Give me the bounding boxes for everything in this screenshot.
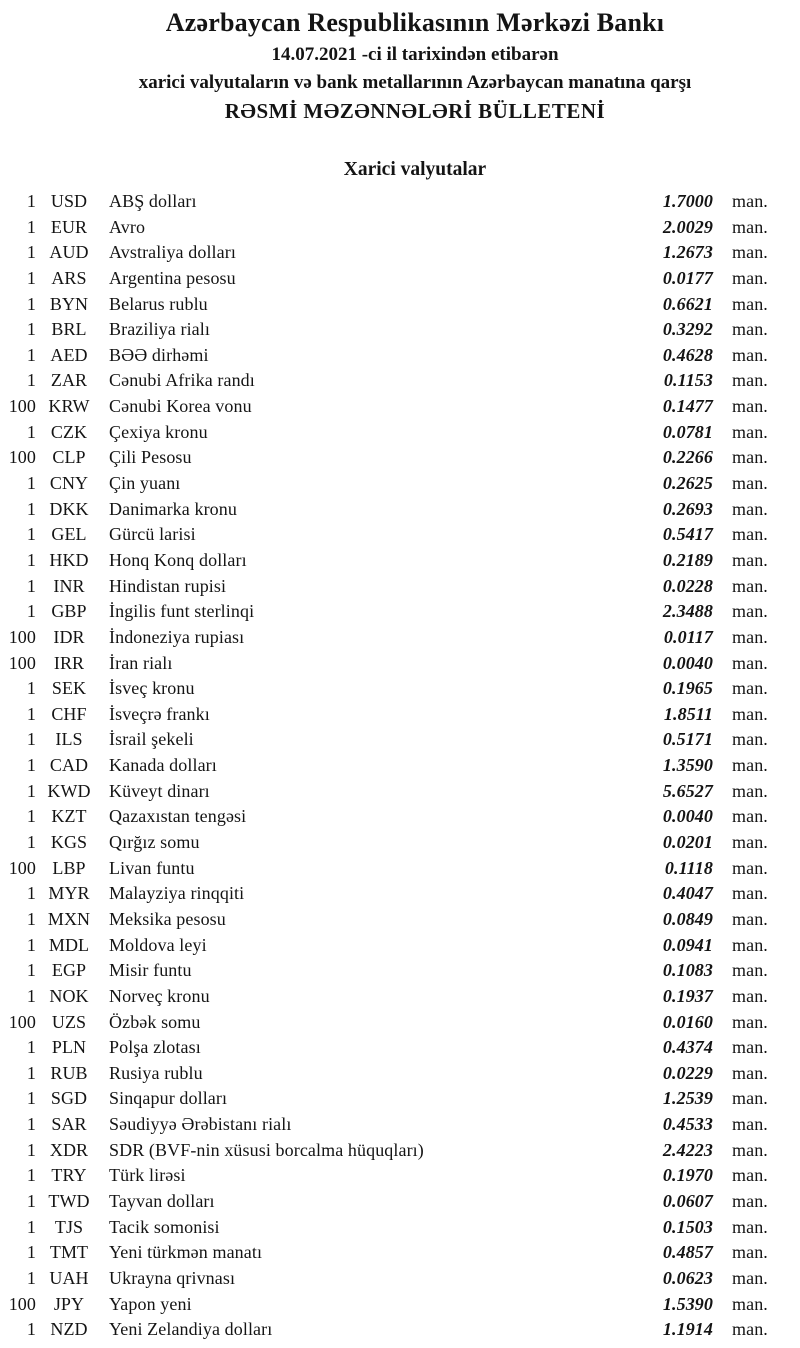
currency-name-cell: Özbək somu xyxy=(109,1011,201,1032)
rate-value-cell: 0.0941 xyxy=(662,934,713,955)
quantity-cell: 1 xyxy=(26,1062,36,1083)
quantity-cell: 1 xyxy=(26,370,36,391)
currency-code-cell: CNY xyxy=(49,473,89,494)
quantity-cell: 1 xyxy=(26,780,36,801)
quantity-cell: 1 xyxy=(26,755,36,776)
unit-label-cell: man. xyxy=(732,421,768,442)
rate-value-cell: 2.0029 xyxy=(662,216,713,237)
bank-name-title: Azərbaycan Respublikasının Mərkəzi Bankı xyxy=(165,8,665,37)
rate-value-cell: 0.1965 xyxy=(662,678,713,699)
rate-value-cell: 0.0160 xyxy=(662,1011,713,1032)
currency-name-cell: Belarus rublu xyxy=(109,293,208,314)
unit-label-cell: man. xyxy=(732,447,768,468)
rate-value-cell: 0.2693 xyxy=(662,498,713,519)
scope-line: xarici valyutaların və bank metallarının Azərbaycan manatına qarşı xyxy=(138,72,692,93)
unit-label-cell: man. xyxy=(732,1062,768,1083)
currency-name-cell: Malayziya rinqqiti xyxy=(109,883,245,904)
currency-row xyxy=(0,1061,775,1087)
currency-code-cell: ARS xyxy=(51,267,87,288)
currency-row xyxy=(0,1138,775,1164)
currency-name-cell: Rusiya rublu xyxy=(109,1062,203,1083)
unit-label-cell: man. xyxy=(732,524,768,545)
currency-name-cell: Qazaxıstan tengəsi xyxy=(109,806,247,827)
currency-name-cell: Braziliya rialı xyxy=(109,319,210,340)
currency-code-cell: TWD xyxy=(48,1190,90,1211)
currency-code-cell: JPY xyxy=(53,1293,85,1314)
unit-label-cell: man. xyxy=(732,1139,768,1160)
currency-name-cell: Tayvan dolları xyxy=(109,1190,215,1211)
currency-code-cell: KRW xyxy=(48,396,90,417)
currency-row xyxy=(0,215,775,241)
unit-label-cell: man. xyxy=(732,319,768,340)
quantity-cell: 1 xyxy=(26,960,36,981)
currency-code-cell: USD xyxy=(50,191,88,211)
quantity-cell: 1 xyxy=(26,549,36,570)
unit-label-cell: man. xyxy=(732,755,768,776)
unit-label-cell: man. xyxy=(732,1267,768,1288)
currency-code-cell: IDR xyxy=(53,626,85,647)
currency-row xyxy=(0,599,775,625)
quantity-cell: 1 xyxy=(26,703,36,724)
currency-rates-table xyxy=(0,189,775,1343)
unit-label-cell: man. xyxy=(732,1114,768,1135)
rate-value-cell: 0.4047 xyxy=(662,883,713,904)
currency-row xyxy=(0,574,775,600)
unit-label-cell: man. xyxy=(732,1165,768,1186)
currency-code-cell: SGD xyxy=(50,1088,88,1109)
quantity-cell: 1 xyxy=(26,191,36,211)
currency-code-cell: PLN xyxy=(51,1037,87,1058)
currency-code-cell: NOK xyxy=(49,985,89,1006)
quantity-cell: 1 xyxy=(26,1139,36,1160)
currency-name-cell: Cənubi Afrika randı xyxy=(109,370,255,391)
rate-value-cell: 0.0040 xyxy=(662,806,713,827)
rate-value-cell: 0.0849 xyxy=(662,908,713,929)
unit-label-cell: man. xyxy=(732,1088,768,1109)
currency-code-cell: KGS xyxy=(50,832,88,853)
rate-value-cell: 0.0607 xyxy=(662,1190,713,1211)
currency-code-cell: BRL xyxy=(51,319,87,340)
currency-row xyxy=(0,1240,775,1266)
unit-label-cell: man. xyxy=(732,191,768,211)
currency-code-cell: AUD xyxy=(49,242,89,263)
currency-code-cell: IRR xyxy=(53,652,85,673)
rate-value-cell: 0.2625 xyxy=(662,473,713,494)
quantity-cell: 1 xyxy=(26,524,36,545)
bulletin-title: RƏSMİ MƏZƏNNƏLƏRİ BÜLLETENİ xyxy=(224,99,606,123)
currency-code-cell: XDR xyxy=(49,1139,89,1160)
currency-code-cell: MYR xyxy=(48,883,90,904)
quantity-cell: 1 xyxy=(26,1242,36,1263)
currency-name-cell: Meksika pesosu xyxy=(109,908,226,929)
currency-name-cell: Avro xyxy=(109,216,146,237)
unit-label-cell: man. xyxy=(732,370,768,391)
rate-value-cell: 0.5171 xyxy=(662,729,713,750)
currency-code-cell: CLP xyxy=(52,447,86,468)
unit-label-cell: man. xyxy=(732,473,768,494)
currency-row xyxy=(0,1317,775,1343)
currency-name-cell: Çili Pesosu xyxy=(109,447,192,468)
quantity-cell: 1 xyxy=(26,242,36,263)
rate-value-cell: 0.2266 xyxy=(662,447,713,468)
currency-row xyxy=(0,266,775,292)
rate-value-cell: 0.4533 xyxy=(662,1114,713,1135)
rate-value-cell: 1.5390 xyxy=(662,1293,713,1314)
rate-value-cell: 0.1477 xyxy=(662,396,713,417)
quantity-cell: 1 xyxy=(26,806,36,827)
rate-value-cell: 0.0117 xyxy=(663,626,713,647)
unit-label-cell: man. xyxy=(732,626,768,647)
currency-row xyxy=(0,1035,775,1061)
unit-label-cell: man. xyxy=(732,908,768,929)
rate-value-cell: 0.1503 xyxy=(662,1216,713,1237)
unit-label-cell: man. xyxy=(732,678,768,699)
currency-row xyxy=(0,1215,775,1241)
currency-name-cell: Argentina pesosu xyxy=(109,267,236,288)
currency-row xyxy=(0,625,775,651)
quantity-cell: 100 xyxy=(8,447,36,468)
rate-value-cell: 0.0229 xyxy=(662,1062,713,1083)
quantity-cell: 1 xyxy=(26,1319,36,1340)
currency-code-cell: UZS xyxy=(51,1011,87,1032)
quantity-cell: 1 xyxy=(26,1190,36,1211)
rate-value-cell: 0.4628 xyxy=(662,344,713,365)
currency-name-cell: Gürcü larisi xyxy=(109,524,196,545)
quantity-cell: 1 xyxy=(26,883,36,904)
rate-value-cell: 2.3488 xyxy=(662,601,713,622)
unit-label-cell: man. xyxy=(732,832,768,853)
currency-code-cell: HKD xyxy=(49,549,89,570)
rate-value-cell: 0.0623 xyxy=(662,1267,713,1288)
unit-label-cell: man. xyxy=(732,1190,768,1211)
currency-code-cell: ZAR xyxy=(50,370,88,391)
unit-label-cell: man. xyxy=(732,934,768,955)
rate-value-cell: 1.8511 xyxy=(663,703,713,724)
unit-label-cell: man. xyxy=(732,575,768,596)
quantity-cell: 100 xyxy=(8,626,36,647)
currency-code-cell: EUR xyxy=(50,216,88,237)
unit-label-cell: man. xyxy=(732,1011,768,1032)
unit-label-cell: man. xyxy=(732,549,768,570)
unit-label-cell: man. xyxy=(732,344,768,365)
currency-name-cell: İsveçrə frankı xyxy=(109,703,210,724)
currency-code-cell: NZD xyxy=(50,1319,88,1340)
quantity-cell: 1 xyxy=(26,421,36,442)
unit-label-cell: man. xyxy=(732,652,768,673)
currency-name-cell: Danimarka kronu xyxy=(109,498,237,519)
currency-row xyxy=(0,1163,775,1189)
currency-code-cell: SEK xyxy=(51,678,87,699)
currency-row xyxy=(0,1266,775,1292)
quantity-cell: 1 xyxy=(26,319,36,340)
unit-label-cell: man. xyxy=(732,960,768,981)
currency-code-cell: UAH xyxy=(49,1267,89,1288)
currency-row xyxy=(0,1010,775,1036)
currency-code-cell: ILS xyxy=(55,729,83,750)
currency-row xyxy=(0,445,775,471)
rate-value-cell: 0.0781 xyxy=(662,421,713,442)
currency-row xyxy=(0,753,775,779)
currency-row xyxy=(0,727,775,753)
currency-name-cell: Qırğız somu xyxy=(109,832,200,853)
currency-code-cell: KWD xyxy=(47,780,91,801)
quantity-cell: 1 xyxy=(26,1088,36,1109)
rate-value-cell: 2.4223 xyxy=(662,1139,713,1160)
rate-value-cell: 0.1937 xyxy=(662,985,713,1006)
currency-name-cell: Hindistan rupisi xyxy=(109,575,227,596)
quantity-cell: 100 xyxy=(8,1293,36,1314)
quantity-cell: 100 xyxy=(8,1011,36,1032)
rate-value-cell: 1.1914 xyxy=(662,1319,713,1340)
unit-label-cell: man. xyxy=(732,1216,768,1237)
currency-row xyxy=(0,471,775,497)
rate-value-cell: 0.1970 xyxy=(662,1165,713,1186)
currency-code-cell: TRY xyxy=(51,1165,87,1186)
unit-label-cell: man. xyxy=(732,498,768,519)
currency-code-cell: CZK xyxy=(50,421,88,442)
currency-name-cell: Səudiyyə Ərəbistanı rialı xyxy=(109,1114,292,1135)
currency-name-cell: Küveyt dinarı xyxy=(109,780,210,801)
currency-row xyxy=(0,1112,775,1138)
unit-label-cell: man. xyxy=(732,883,768,904)
currency-name-cell: Kanada dolları xyxy=(109,755,217,776)
unit-label-cell: man. xyxy=(732,1037,768,1058)
quantity-cell: 1 xyxy=(26,729,36,750)
currency-name-cell: BƏƏ dirhəmi xyxy=(109,344,209,365)
rate-value-cell: 0.4857 xyxy=(662,1242,713,1263)
rate-value-cell: 0.1118 xyxy=(664,857,713,878)
currency-code-cell: KZT xyxy=(51,806,87,827)
unit-label-cell: man. xyxy=(732,1242,768,1263)
rate-value-cell: 0.0201 xyxy=(662,832,713,853)
quantity-cell: 1 xyxy=(26,267,36,288)
currency-name-cell: İngilis funt sterlinqi xyxy=(109,601,255,622)
quantity-cell: 1 xyxy=(26,1114,36,1135)
effective-date-line: 14.07.2021 -ci il tarixindən etibarən xyxy=(271,44,559,65)
currency-row xyxy=(0,394,775,420)
currency-row xyxy=(0,240,775,266)
currency-row xyxy=(0,522,775,548)
unit-label-cell: man. xyxy=(732,780,768,801)
currency-name-cell: Çexiya kronu xyxy=(109,421,208,442)
unit-label-cell: man. xyxy=(732,1319,768,1340)
currency-row xyxy=(0,548,775,574)
rate-value-cell: 5.6527 xyxy=(662,780,713,801)
currency-row xyxy=(0,1292,775,1318)
currency-row xyxy=(0,933,775,959)
currency-row xyxy=(0,1086,775,1112)
currency-row xyxy=(0,343,775,369)
unit-label-cell: man. xyxy=(732,267,768,288)
unit-label-cell: man. xyxy=(732,242,768,263)
quantity-cell: 1 xyxy=(26,498,36,519)
rate-value-cell: 0.4374 xyxy=(662,1037,713,1058)
currency-name-cell: Livan funtu xyxy=(109,857,195,878)
currency-code-cell: TJS xyxy=(54,1216,84,1237)
currency-name-cell: Misir funtu xyxy=(109,960,192,981)
rate-value-cell: 0.0177 xyxy=(662,267,713,288)
quantity-cell: 1 xyxy=(26,908,36,929)
quantity-cell: 1 xyxy=(26,473,36,494)
currency-name-cell: Yapon yeni xyxy=(109,1293,192,1314)
currency-row xyxy=(0,830,775,856)
currency-code-cell: RUB xyxy=(50,1062,88,1083)
quantity-cell: 1 xyxy=(26,678,36,699)
currency-code-cell: BYN xyxy=(49,293,89,314)
rate-value-cell: 0.0040 xyxy=(662,652,713,673)
currency-code-cell: TMT xyxy=(49,1242,89,1263)
quantity-cell: 100 xyxy=(8,857,36,878)
currency-row xyxy=(0,804,775,830)
currency-code-cell: MXN xyxy=(47,908,91,929)
currency-row xyxy=(0,702,775,728)
unit-label-cell: man. xyxy=(732,703,768,724)
rate-value-cell: 0.3292 xyxy=(662,319,713,340)
quantity-cell: 1 xyxy=(26,344,36,365)
currency-code-cell: MDL xyxy=(48,934,90,955)
currency-name-cell: Sinqapur dolları xyxy=(109,1088,228,1109)
unit-label-cell: man. xyxy=(732,1293,768,1314)
currency-code-cell: CHF xyxy=(51,703,87,724)
currency-name-cell: Polşa zlotası xyxy=(109,1037,201,1058)
currency-code-cell: EGP xyxy=(51,960,87,981)
currency-code-cell: CAD xyxy=(49,755,89,776)
rate-value-cell: 1.2539 xyxy=(662,1088,713,1109)
quantity-cell: 1 xyxy=(26,601,36,622)
currency-row xyxy=(0,779,775,805)
currency-row xyxy=(0,984,775,1010)
currency-row xyxy=(0,907,775,933)
rate-value-cell: 0.1153 xyxy=(663,370,713,391)
rate-value-cell: 1.7000 xyxy=(662,191,713,211)
currency-name-cell: Yeni Zelandiya dolları xyxy=(109,1319,273,1340)
currency-row xyxy=(0,881,775,907)
unit-label-cell: man. xyxy=(732,985,768,1006)
quantity-cell: 100 xyxy=(8,396,36,417)
unit-label-cell: man. xyxy=(732,806,768,827)
quantity-cell: 1 xyxy=(26,832,36,853)
currency-name-cell: Yeni türkmən manatı xyxy=(109,1242,263,1263)
currency-code-cell: INR xyxy=(53,575,85,596)
currency-name-cell: İsrail şekeli xyxy=(109,729,194,750)
unit-label-cell: man. xyxy=(732,729,768,750)
currency-name-cell: Norveç kronu xyxy=(109,985,210,1006)
currency-name-cell: Çin yuanı xyxy=(109,473,181,494)
currency-row xyxy=(0,651,775,677)
currency-code-cell: LBP xyxy=(52,857,86,878)
rate-value-cell: 0.1083 xyxy=(662,960,713,981)
unit-label-cell: man. xyxy=(732,216,768,237)
quantity-cell: 1 xyxy=(26,216,36,237)
rate-value-cell: 1.3590 xyxy=(662,755,713,776)
currency-name-cell: Moldova leyi xyxy=(109,934,207,955)
currency-code-cell: DKK xyxy=(49,498,89,519)
unit-label-cell: man. xyxy=(732,396,768,417)
currency-name-cell: Türk lirəsi xyxy=(109,1165,186,1186)
currency-code-cell: GBP xyxy=(51,601,87,622)
currency-row xyxy=(0,368,775,394)
currency-name-cell: İsveç kronu xyxy=(109,678,195,699)
quantity-cell: 1 xyxy=(26,575,36,596)
currency-row xyxy=(0,420,775,446)
quantity-cell: 100 xyxy=(8,652,36,673)
currency-code-cell: SAR xyxy=(51,1114,87,1135)
currency-row xyxy=(0,317,775,343)
rate-value-cell: 0.6621 xyxy=(662,293,713,314)
currency-name-cell: Honq Konq dolları xyxy=(109,549,247,570)
currency-row xyxy=(0,958,775,984)
currency-name-cell: Tacik somonisi xyxy=(109,1216,220,1237)
currency-row xyxy=(0,1189,775,1215)
quantity-cell: 1 xyxy=(26,1165,36,1186)
quantity-cell: 1 xyxy=(26,293,36,314)
unit-label-cell: man. xyxy=(732,857,768,878)
currency-name-cell: Cənubi Korea vonu xyxy=(109,396,252,417)
currency-name-cell: İran rialı xyxy=(109,652,173,673)
section-title-foreign-currencies: Xarici valyutalar xyxy=(343,159,487,180)
currency-name-cell: SDR (BVF-nin xüsusi borcalma hüquqları) xyxy=(109,1139,424,1160)
rate-value-cell: 0.0228 xyxy=(662,575,713,596)
currency-code-cell: GEL xyxy=(51,524,87,545)
rate-value-cell: 0.2189 xyxy=(662,549,713,570)
quantity-cell: 1 xyxy=(26,1267,36,1288)
rate-value-cell: 1.2673 xyxy=(662,242,713,263)
currency-name-cell: Avstraliya dolları xyxy=(109,242,236,263)
currency-code-cell: AED xyxy=(50,344,88,365)
currency-row xyxy=(0,189,775,215)
currency-name-cell: ABŞ dolları xyxy=(109,191,197,211)
currency-name-cell: İndoneziya rupiası xyxy=(109,626,245,647)
rate-value-cell: 0.5417 xyxy=(662,524,713,545)
unit-label-cell: man. xyxy=(732,293,768,314)
currency-name-cell: Ukrayna qrivnası xyxy=(109,1267,236,1288)
unit-label-cell: man. xyxy=(732,601,768,622)
currency-row xyxy=(0,856,775,882)
quantity-cell: 1 xyxy=(26,985,36,1006)
currency-row xyxy=(0,497,775,523)
quantity-cell: 1 xyxy=(26,1037,36,1058)
currency-row xyxy=(0,292,775,318)
currency-row xyxy=(0,676,775,702)
quantity-cell: 1 xyxy=(26,934,36,955)
quantity-cell: 1 xyxy=(26,1216,36,1237)
